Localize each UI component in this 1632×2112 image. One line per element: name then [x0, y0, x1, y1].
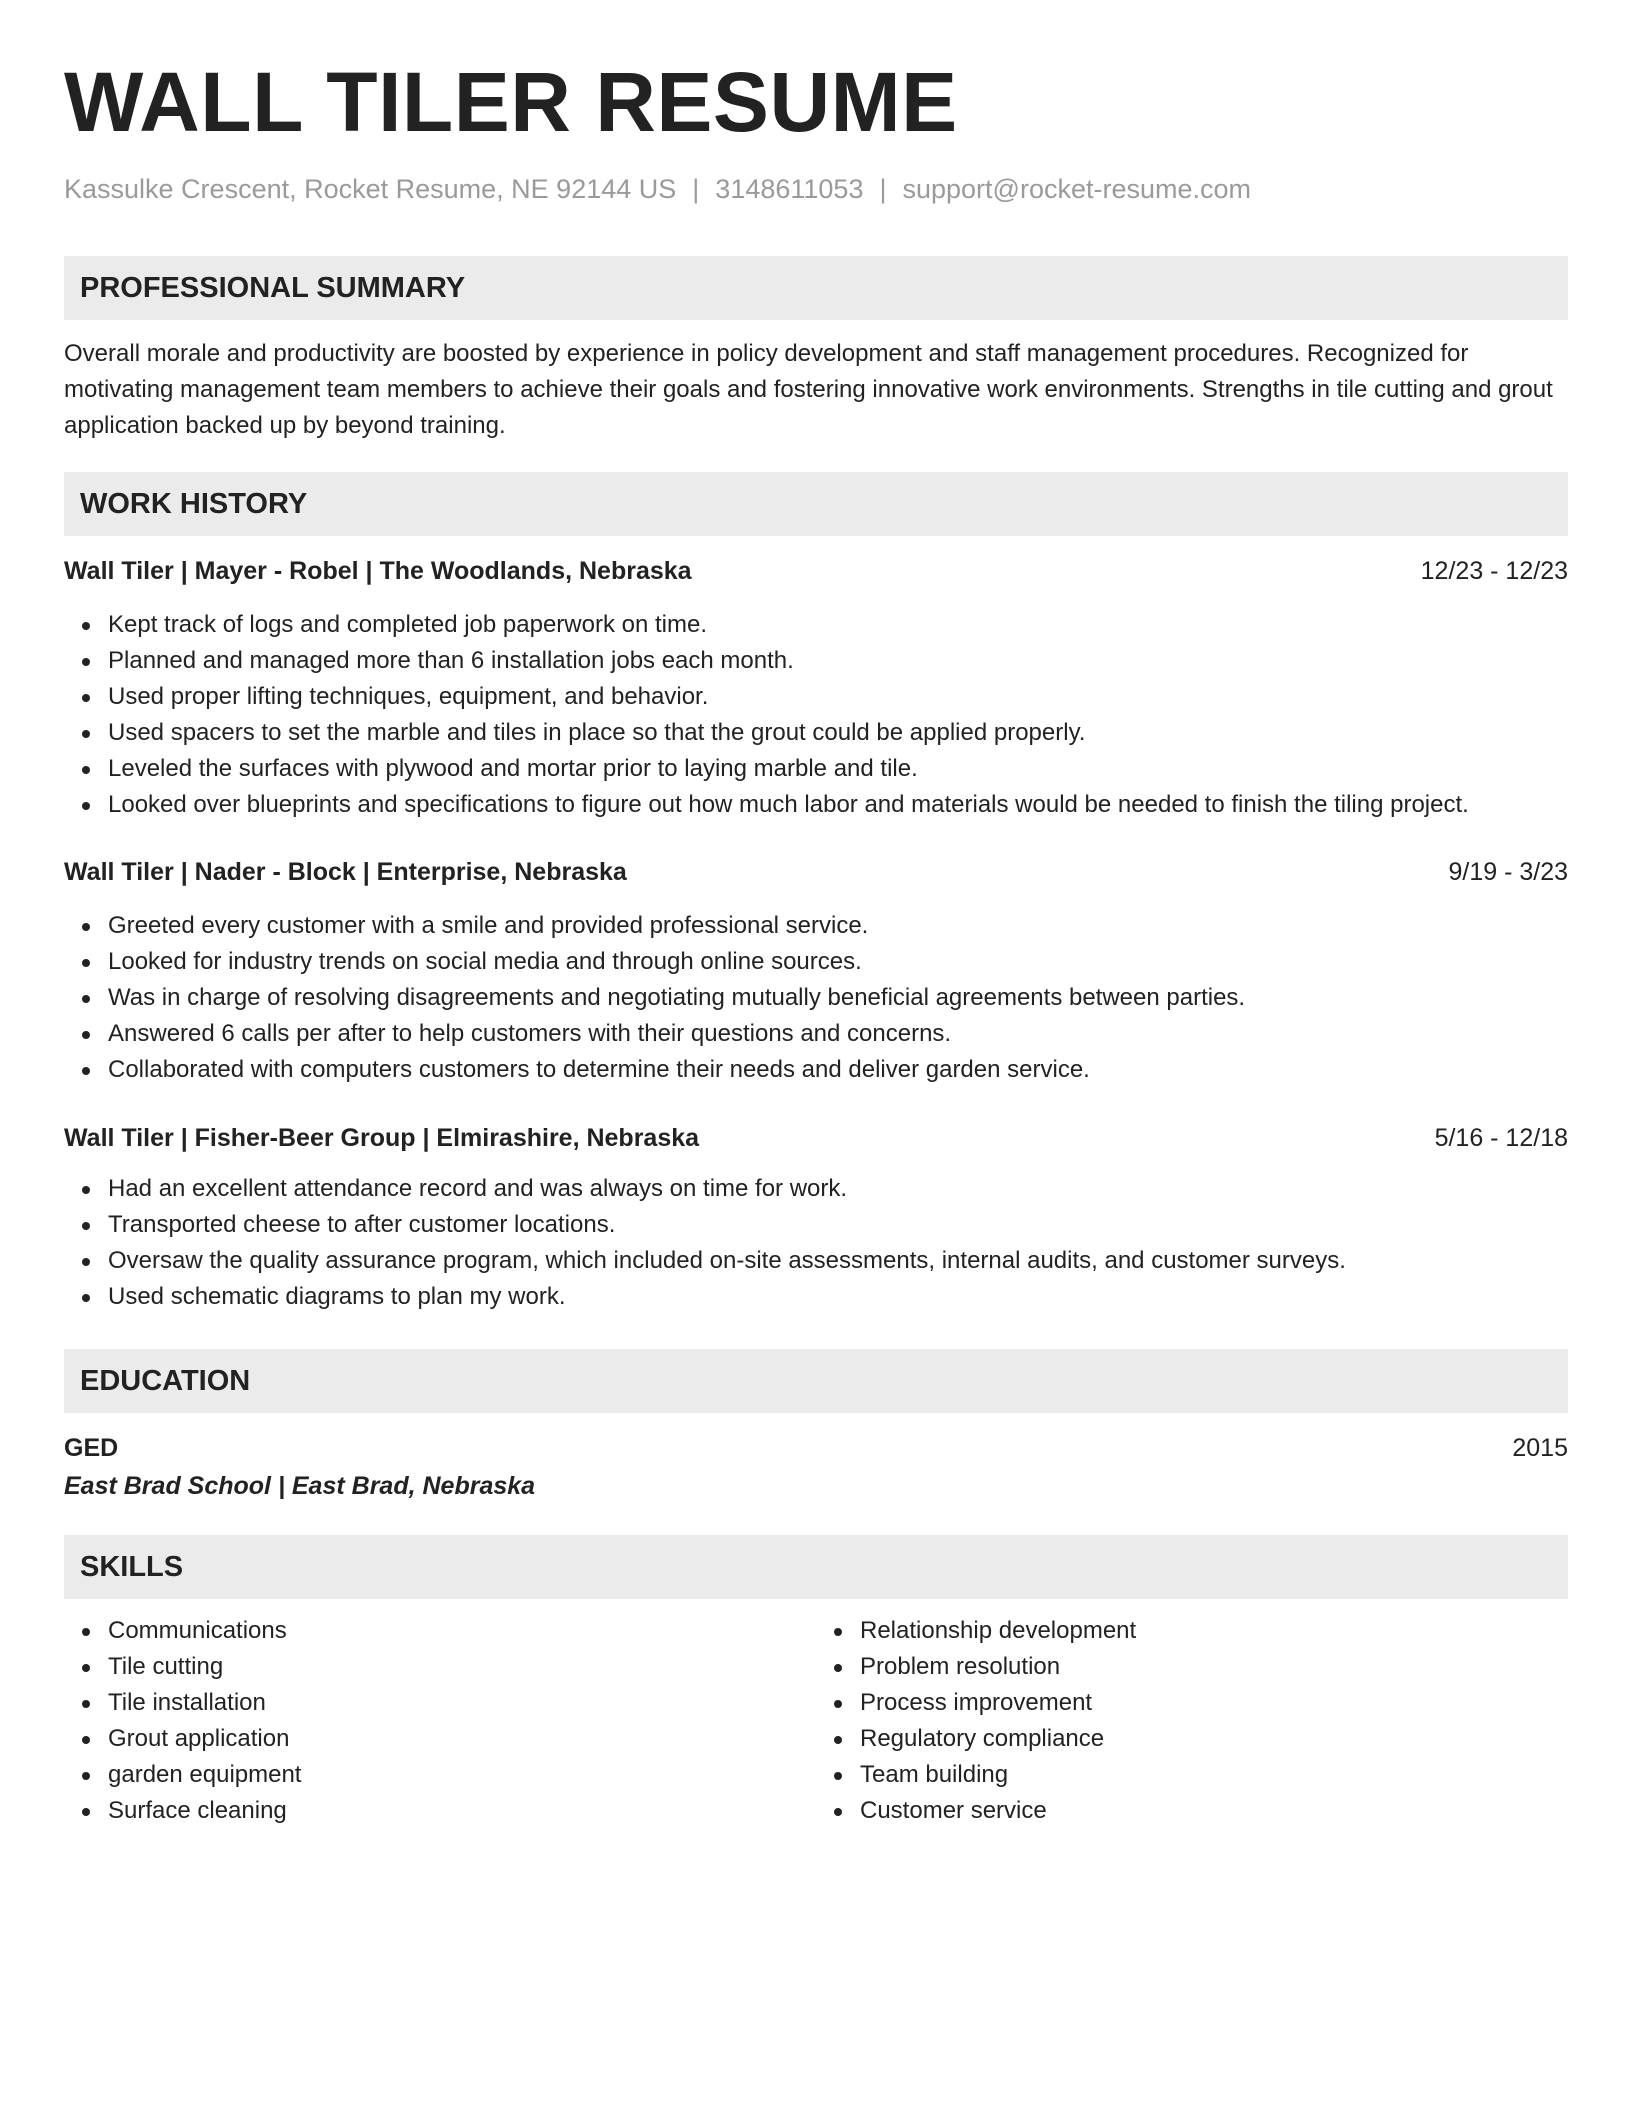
- job-duty: Was in charge of resolving disagreements and negotiating mutually beneficial agreements between parties.: [108, 980, 1568, 1016]
- job-header: [64, 554, 1568, 588]
- skill-item: Problem resolution: [860, 1649, 1568, 1685]
- job-duty: Oversaw the quality assurance program, which included on-site assessments, internal audits, and customer surveys.: [108, 1243, 1568, 1279]
- skill-item: Team building: [860, 1757, 1568, 1793]
- job-header: [64, 1121, 1568, 1155]
- job-duties-list: [64, 1171, 1568, 1315]
- summary-text: Overall morale and productivity are boosted by experience in policy development and staff management procedures. Recognized for motivating management team members to achieve their goals and fostering innovative work environments. Strengths in tile cutting and grout application backed up by beyond training.: [64, 340, 1553, 439]
- job-entry: [64, 855, 1568, 1088]
- skill-item: Customer service: [860, 1793, 1568, 1829]
- skill-item: Surface cleaning: [108, 1793, 816, 1829]
- job-title: Wall Tiler | Fisher-Beer Group | Elmirashire, Nebraska: [64, 1124, 700, 1152]
- education-entry: [64, 1431, 1568, 1465]
- job-duty: Used proper lifting techniques, equipment, and behavior.: [108, 679, 1568, 715]
- contact-email: support@rocket-resume.com: [902, 174, 1252, 204]
- skills-grid: [64, 1613, 1568, 1829]
- job-duty: Transported cheese to after customer locations.: [108, 1207, 1568, 1243]
- job-duty: Leveled the surfaces with plywood and mortar prior to laying marble and tile.: [108, 751, 1568, 787]
- job-duties-list: [64, 908, 1568, 1088]
- job-duty: Used spacers to set the marble and tiles in place so that the grout could be applied properly.: [108, 715, 1568, 751]
- contact-line: [64, 172, 1568, 206]
- skill-item: Tile cutting: [108, 1649, 816, 1685]
- section-heading-education: EDUCATION: [64, 1349, 1568, 1413]
- skill-item: Relationship development: [860, 1613, 1568, 1649]
- skills-list-right: [816, 1613, 1568, 1829]
- job-duty: Greeted every customer with a smile and provided professional service.: [108, 908, 1568, 944]
- section-heading-skills: SKILLS: [64, 1535, 1568, 1599]
- section-heading-work-history: WORK HISTORY: [64, 472, 1568, 536]
- job-duty: Planned and managed more than 6 installation jobs each month.: [108, 643, 1568, 679]
- skill-item: garden equipment: [108, 1757, 816, 1793]
- job-title: Wall Tiler | Mayer - Robel | The Woodlands, Nebraska: [64, 557, 692, 585]
- skill-item: Tile installation: [108, 1685, 816, 1721]
- job-dates: 12/23 - 12/23: [1420, 557, 1568, 585]
- contact-phone: 3148611053: [715, 174, 864, 204]
- education-year: 2015: [1512, 1434, 1568, 1462]
- resume-title: WALL TILER RESUME: [64, 55, 958, 149]
- contact-separator: |: [879, 174, 887, 204]
- job-duty: Looked for industry trends on social media and through online sources.: [108, 944, 1568, 980]
- skill-item: Communications: [108, 1613, 816, 1649]
- job-entry: [64, 1121, 1568, 1315]
- job-duty: Used schematic diagrams to plan my work.: [108, 1279, 1568, 1315]
- job-duty: Collaborated with computers customers to determine their needs and deliver garden service.: [108, 1052, 1568, 1088]
- section-heading-summary: PROFESSIONAL SUMMARY: [64, 256, 1568, 320]
- job-duty: Looked over blueprints and specifications to figure out how much labor and materials would be needed to finish the tiling project.: [108, 787, 1568, 823]
- skills-list-left: [64, 1613, 816, 1829]
- skill-item: Grout application: [108, 1721, 816, 1757]
- contact-address: Kassulke Crescent, Rocket Resume, NE 92144 US: [64, 174, 677, 204]
- job-title: Wall Tiler | Nader - Block | Enterprise, Nebraska: [64, 858, 627, 886]
- job-dates: 9/19 - 3/23: [1448, 858, 1568, 886]
- skill-item: Process improvement: [860, 1685, 1568, 1721]
- education-school: East Brad School | East Brad, Nebraska: [64, 1472, 536, 1500]
- skill-item: Regulatory compliance: [860, 1721, 1568, 1757]
- job-duty: Had an excellent attendance record and was always on time for work.: [108, 1171, 1568, 1207]
- contact-separator: |: [692, 174, 700, 204]
- job-dates: 5/16 - 12/18: [1434, 1124, 1568, 1152]
- job-header: [64, 855, 1568, 889]
- education-degree: GED: [64, 1434, 119, 1462]
- job-duties-list: [64, 607, 1568, 823]
- job-duty: Answered 6 calls per after to help customers with their questions and concerns.: [108, 1016, 1568, 1052]
- job-duty: Kept track of logs and completed job paperwork on time.: [108, 607, 1568, 643]
- job-entry: [64, 554, 1568, 823]
